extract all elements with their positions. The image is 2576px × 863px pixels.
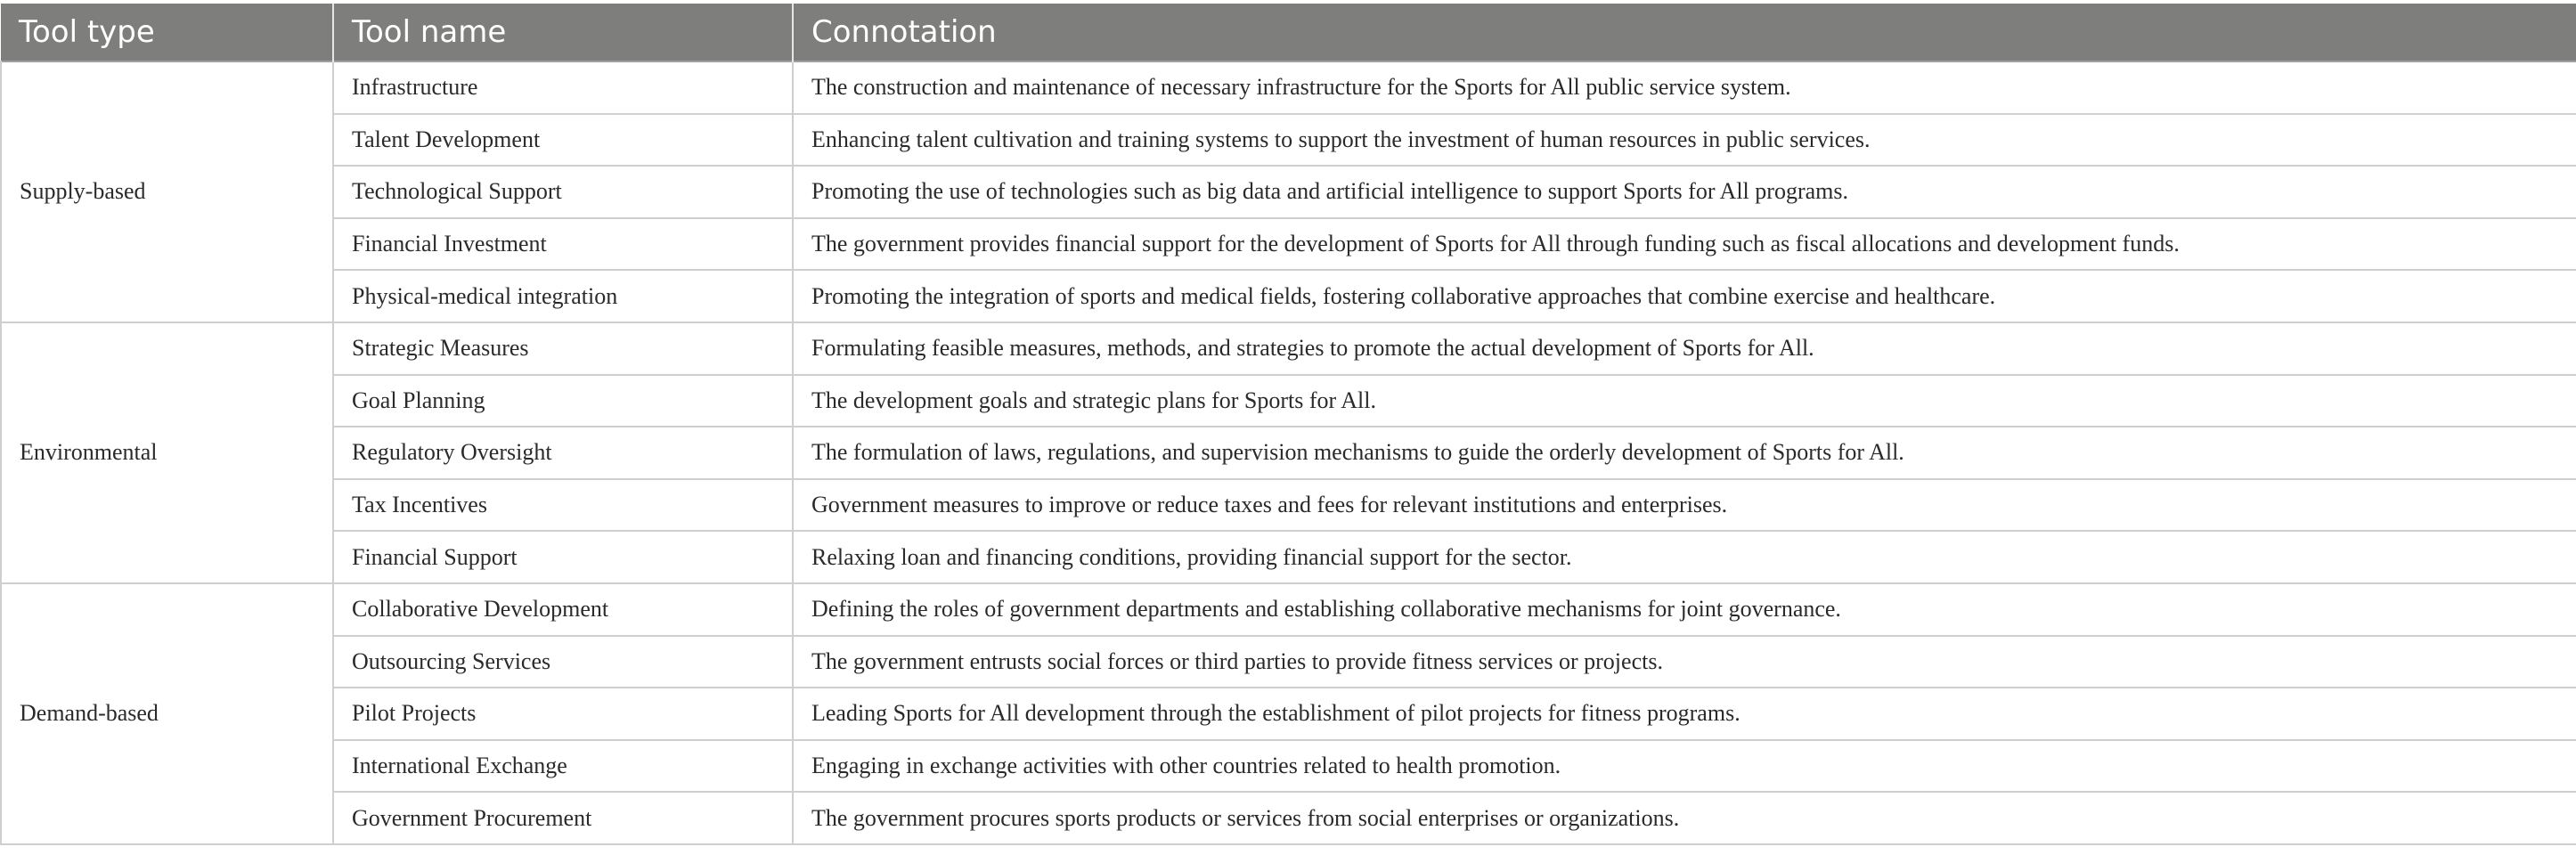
tool-name-cell: Physical-medical integration: [333, 270, 793, 322]
table-row: [1, 270, 2576, 322]
tool-name-cell: Strategic Measures: [333, 322, 793, 375]
header-tool-type: Tool type: [1, 4, 333, 61]
connotation-cell: The construction and maintenance of necessary infrastructure for the Sports for All public service system.: [793, 61, 2576, 114]
tool-name-cell: Collaborative Development: [333, 583, 793, 636]
tool-name-cell: Infrastructure: [333, 61, 793, 114]
connotation-cell: Promoting the use of technologies such as big data and artificial intelligence to support Sports for All programs.: [793, 166, 2576, 218]
tool-name-cell: Talent Development: [333, 114, 793, 167]
connotation-cell: The government entrusts social forces or third parties to provide fitness services or projects.: [793, 636, 2576, 688]
connotation-cell: Government measures to improve or reduce taxes and fees for relevant institutions and enterprises.: [793, 479, 2576, 532]
tool-name-cell: Goal Planning: [333, 375, 793, 427]
tool-name-cell: Technological Support: [333, 166, 793, 218]
connotation-cell: Formulating feasible measures, methods, and strategies to promote the actual development of Sports for All.: [793, 322, 2576, 375]
tool-name-cell: Financial Investment: [333, 218, 793, 271]
table-row: [1, 740, 2576, 793]
tool-type-cell: Environmental: [1, 322, 333, 583]
table-row: [1, 322, 2576, 375]
table-row: [1, 688, 2576, 740]
table-row: [1, 583, 2576, 636]
tool-name-cell: Government Procurement: [333, 792, 793, 844]
connotation-cell: Leading Sports for All development through the establishment of pilot projects for fitness programs.: [793, 688, 2576, 740]
table-row: [1, 636, 2576, 688]
tool-name-cell: Regulatory Oversight: [333, 427, 793, 479]
table-row: [1, 479, 2576, 532]
connotation-cell: Promoting the integration of sports and medical fields, fostering collaborative approaches that combine exercise and healthcare.: [793, 270, 2576, 322]
tool-name-cell: Tax Incentives: [333, 479, 793, 532]
table-row: [1, 792, 2576, 844]
tool-type-cell: Demand-based: [1, 583, 333, 844]
table-row: [1, 531, 2576, 583]
table-row: [1, 114, 2576, 167]
header-connotation: Connotation: [793, 4, 2576, 61]
table-row: [1, 166, 2576, 218]
table-row: [1, 61, 2576, 114]
tool-type-cell: Supply-based: [1, 61, 333, 322]
connotation-cell: Relaxing loan and financing conditions, providing financial support for the sector.: [793, 531, 2576, 583]
tool-name-cell: International Exchange: [333, 740, 793, 793]
connotation-cell: The formulation of laws, regulations, and supervision mechanisms to guide the orderly development of Sports for All.: [793, 427, 2576, 479]
connotation-cell: Engaging in exchange activities with other countries related to health promotion.: [793, 740, 2576, 793]
tool-name-cell: Financial Support: [333, 531, 793, 583]
tool-name-cell: Pilot Projects: [333, 688, 793, 740]
connotation-cell: Enhancing talent cultivation and training systems to support the investment of human resources in public services.: [793, 114, 2576, 167]
header-tool-name: Tool name: [333, 4, 793, 61]
connotation-cell: Defining the roles of government departments and establishing collaborative mechanisms for joint governance.: [793, 583, 2576, 636]
table-row: [1, 375, 2576, 427]
table-row: [1, 427, 2576, 479]
table-body: [1, 61, 2576, 844]
policy-tools-table: [0, 4, 2576, 845]
header-row: [1, 4, 2576, 61]
connotation-cell: The development goals and strategic plans for Sports for All.: [793, 375, 2576, 427]
table-row: [1, 218, 2576, 271]
tool-name-cell: Outsourcing Services: [333, 636, 793, 688]
connotation-cell: The government procures sports products or services from social enterprises or organizations.: [793, 792, 2576, 844]
connotation-cell: The government provides financial support for the development of Sports for All through funding such as fiscal allocations and development funds.: [793, 218, 2576, 271]
table-header: [1, 4, 2576, 61]
